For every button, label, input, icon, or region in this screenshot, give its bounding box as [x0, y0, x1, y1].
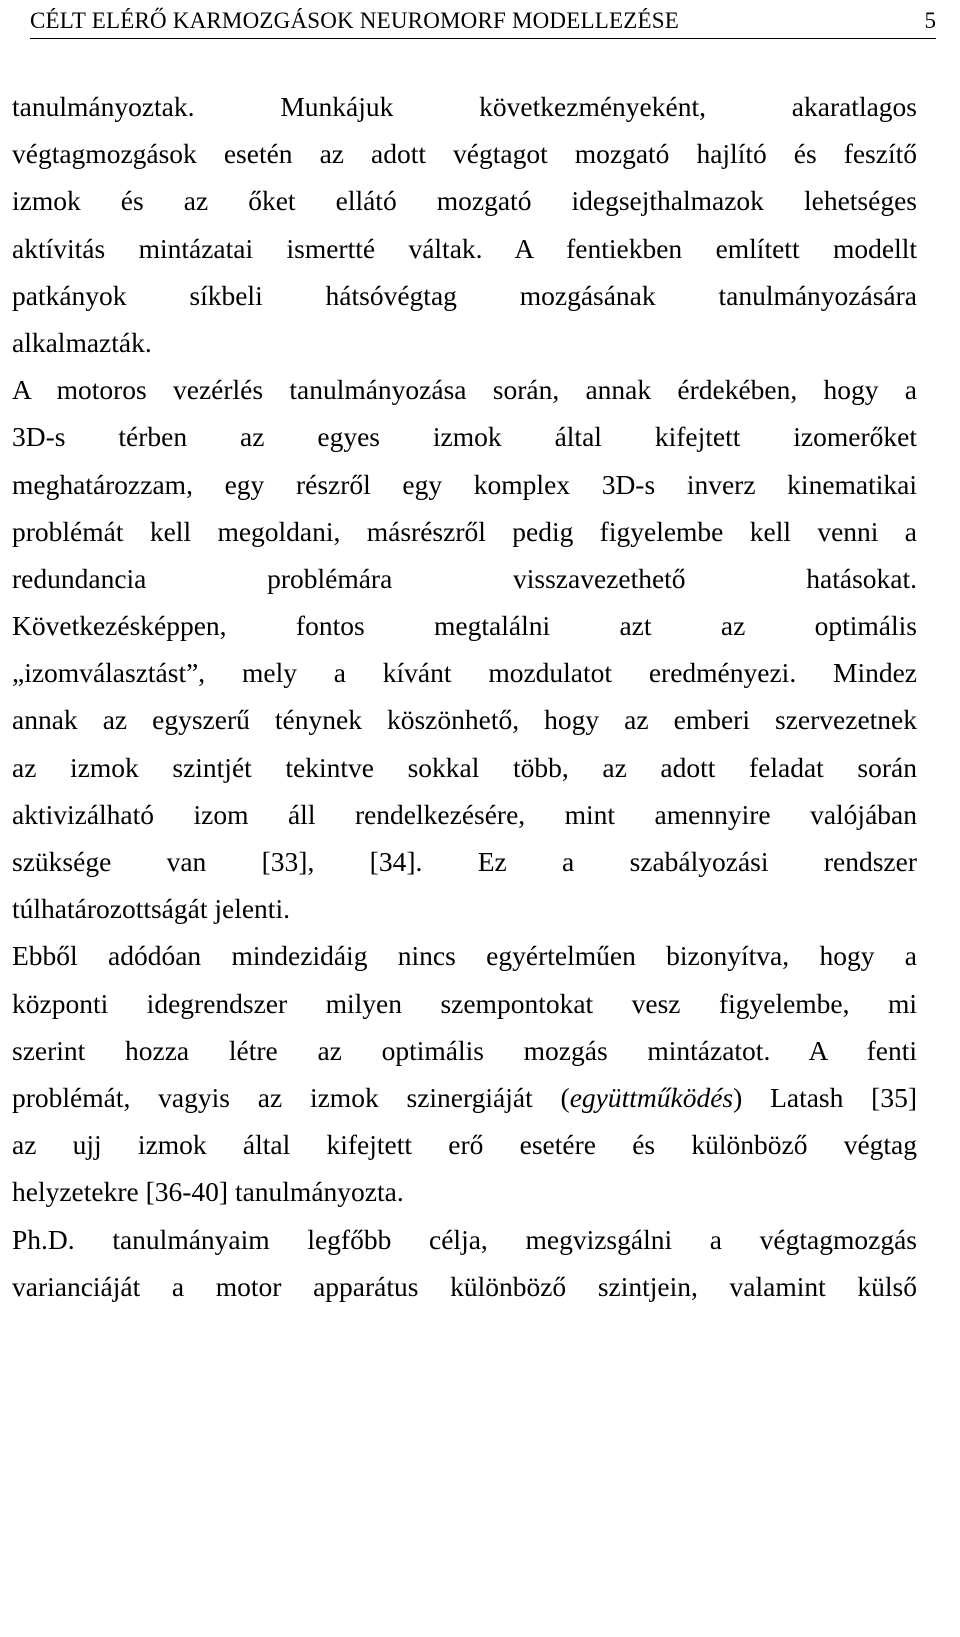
header-title: CÉLT ELÉRŐ KARMOZGÁSOK NEUROMORF MODELLEZÉSE — [30, 8, 679, 33]
text-line: aktivizálható izom áll rendelkezésére, mint amennyire valójában — [12, 798, 917, 830]
text-line: túlhatározottságát jelenti. — [12, 893, 290, 925]
text-line: helyzetekre [36-40] tanulmányozta. — [12, 1176, 404, 1208]
text-line: központi idegrendszer milyen szempontokat vesz figyelembe, mi — [12, 987, 917, 1019]
text-line: szüksége van [33], [34]. Ez a szabályozási rendszer — [12, 846, 917, 877]
text-line: az ujj izmok által kifejtett erő esetére és különböző végtag — [12, 1129, 917, 1161]
text-line: izmok és az őket ellátó mozgató idegsejthalmazok lehetséges — [12, 185, 917, 217]
text-line: varianciáját a motor apparátus különböző szintjein, valamint külső — [12, 1270, 917, 1302]
text-line: 3D-s térben az egyes izmok által kifejtett izomerőket — [12, 421, 917, 453]
text-line: patkányok síkbeli hátsóvégtag mozgásának tanulmányozására — [12, 279, 917, 311]
text-line: „izomválasztást”, mely a kívánt mozdulatot eredményezi. Mindez — [12, 657, 917, 689]
text-line: problémát kell megoldani, másrészről pedig figyelembe kell venni a — [12, 515, 917, 547]
running-header — [30, 4, 936, 39]
text-line: alkalmazták. — [12, 326, 152, 358]
text-line: Ebből adódóan mindezidáig nincs egyértelműen bizonyítva, hogy a — [12, 940, 917, 972]
body-text — [12, 83, 917, 1310]
text-line: annak az egyszerű ténynek köszönhető, hogy az emberi szervezetnek — [12, 704, 917, 736]
text-line: problémát, vagyis az izmok szinergiáját (együttműködés) Latash [35] — [12, 1081, 917, 1113]
text-line: aktívitás mintázatai ismertté váltak. A fentiekben említett modellt — [12, 232, 917, 264]
text-line: redundancia problémára visszavezethető hatásokat. — [12, 562, 917, 594]
text-line: tanulmányoztak. Munkájuk következményeként, akaratlagos — [12, 91, 917, 122]
text-line: az izmok szintjét tekintve sokkal több, az adott feladat során — [12, 751, 917, 783]
text-line: szerint hozza létre az optimális mozgás mintázatot. A fenti — [12, 1034, 917, 1066]
text-line: végtagmozgások esetén az adott végtagot mozgató hajlító és feszítő — [12, 138, 917, 170]
text-line: Következésképpen, fontos megtalálni azt az optimális — [12, 610, 917, 642]
page-number: 5 — [924, 8, 936, 33]
text-line: meghatározzam, egy részről egy komplex 3D-s inverz kinematikai — [12, 468, 917, 500]
text-line: Ph.D. tanulmányaim legfőbb célja, megvizsgálni a végtagmozgás — [12, 1223, 917, 1255]
text-line: A motoros vezérlés tanulmányozása során, annak érdekében, hogy a — [12, 374, 917, 406]
